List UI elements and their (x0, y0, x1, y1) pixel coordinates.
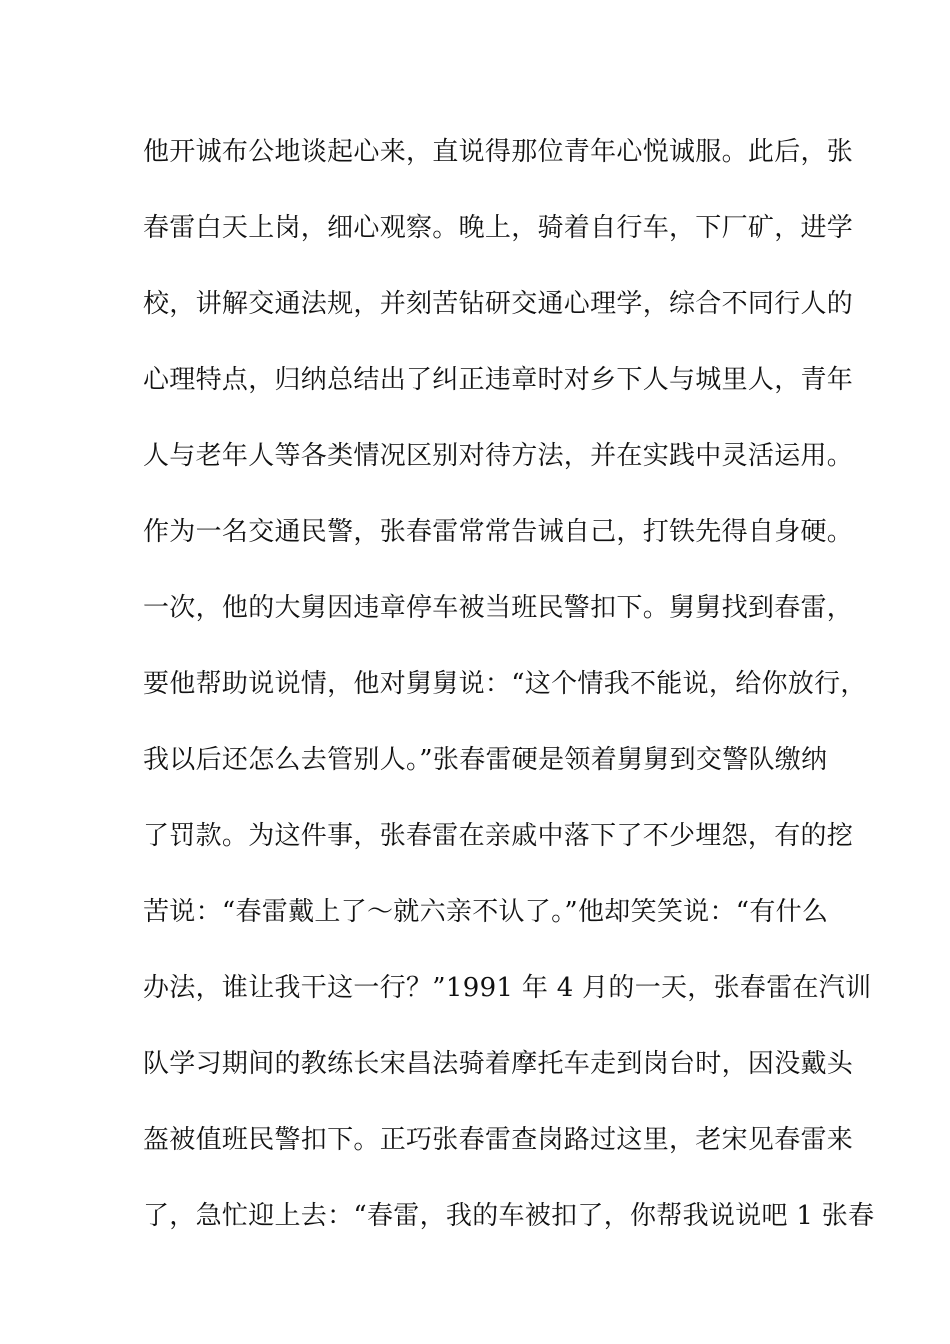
text-line: 校，讲解交通法规，并刻苦钻研交通心理学，综合不同行人的 (143, 289, 854, 319)
text-line: 心理特点，归纳总结出了纠正违章时对乡下人与城里人，青年 (143, 365, 854, 395)
text-line: 办法，谁让我干这一行？”1991 年 4 月的一天，张春雷在汽训 (143, 973, 872, 1003)
body-text (143, 129, 875, 1269)
text-line: 队学习期间的教练长宋昌法骑着摩托车走到岗台时，因没戴头 (143, 1049, 854, 1079)
text-line: 人与老年人等各类情况区别对待方法，并在实践中灵活运用。 (143, 441, 854, 471)
text-line: 我以后还怎么去管别人。”张春雷硬是领着舅舅到交警队缴纳 (143, 745, 828, 775)
text-line: 了，急忙迎上去：“春雷，我的车被扣了，你帮我说说吧 1 张春 (143, 1201, 875, 1231)
text-line: 要他帮助说说情，他对舅舅说：“这个情我不能说，给你放行， (143, 669, 867, 699)
text-line: 他开诚布公地谈起心来，直说得那位青年心悦诚服。此后，张 (143, 137, 854, 167)
text-line: 苦说：“春雷戴上了～就六亲不认了。”他却笑笑说：“有什么 (143, 897, 829, 927)
text-line: 作为一名交通民警，张春雷常常告诫自己，打铁先得自身硬。 (143, 517, 854, 547)
text-line: 了罚款。为这件事，张春雷在亲戚中落下了不少埋怨，有的挖 (143, 821, 854, 851)
text-line: 盔被值班民警扣下。正巧张春雷查岗路过这里，老宋见春雷来 (143, 1125, 854, 1155)
text-line: 春雷白天上岗，细心观察。晚上，骑着自行车，下厂矿，进学 (143, 213, 854, 243)
text-line: 一次，他的大舅因违章停车被当班民警扣下。舅舅找到春雷， (143, 593, 854, 623)
